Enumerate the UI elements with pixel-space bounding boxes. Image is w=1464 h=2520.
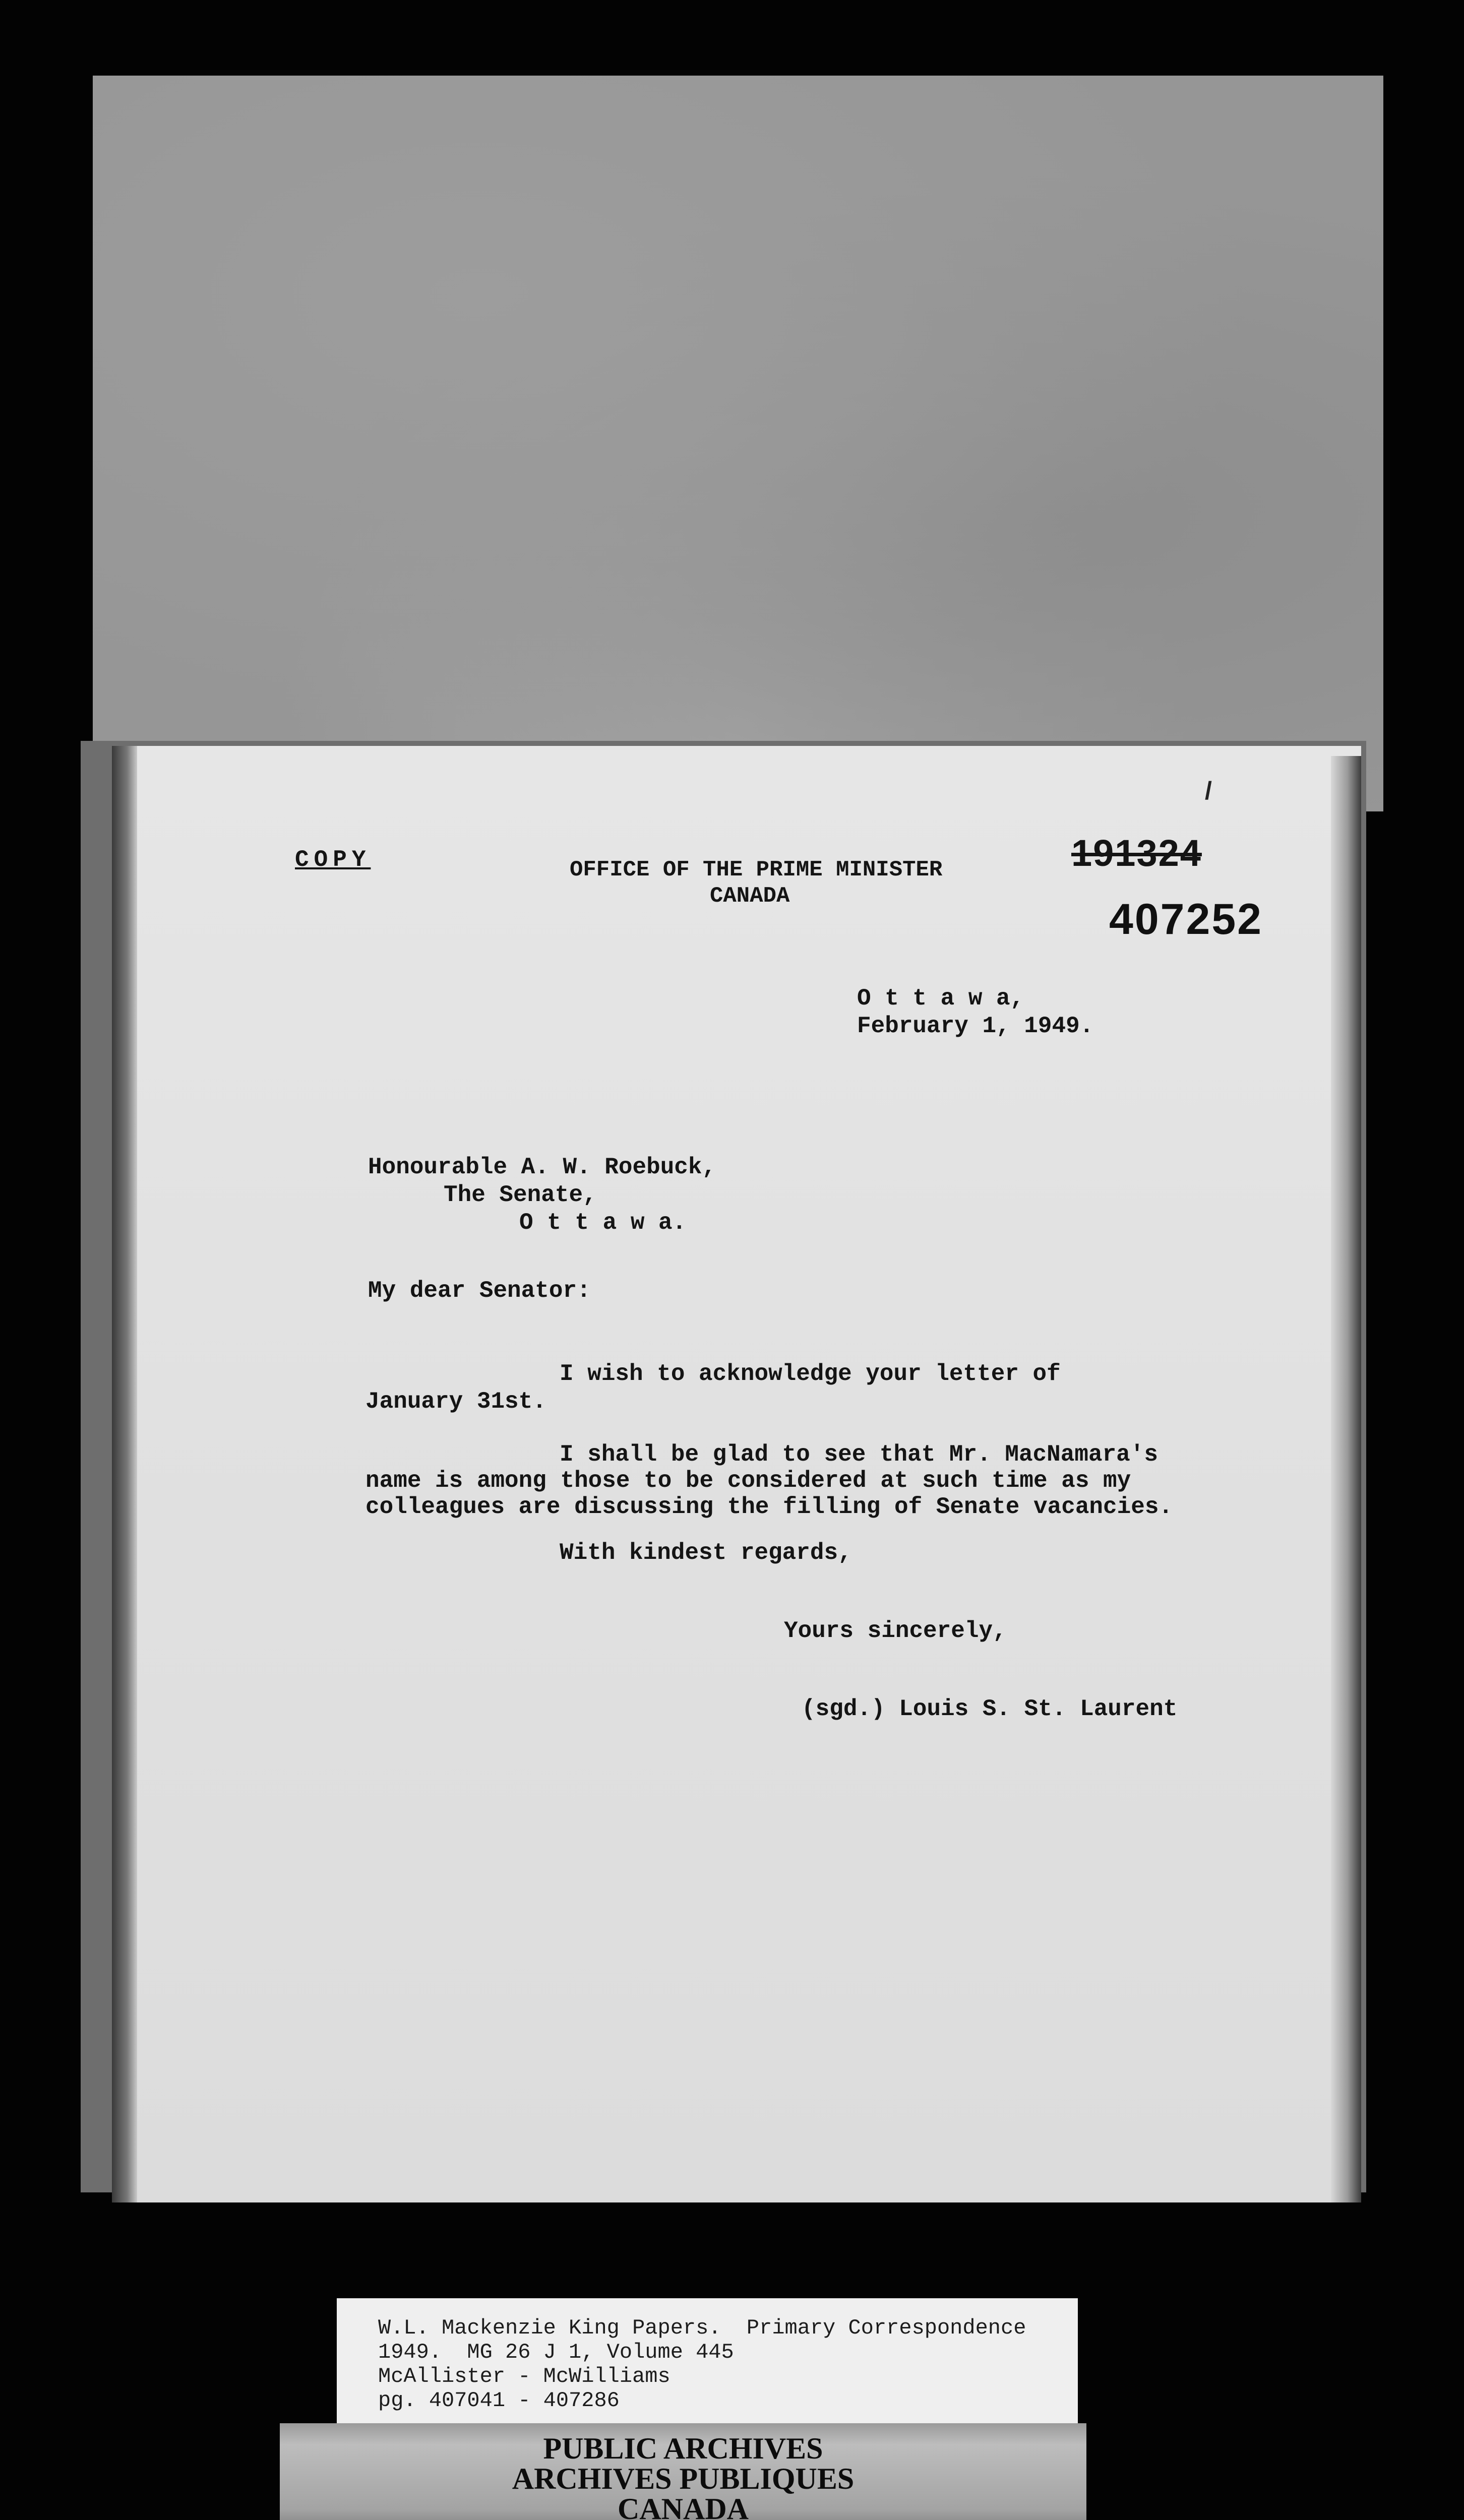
addressee-city: O t t a w a. [519, 1210, 687, 1236]
paragraph2-line: colleagues are discussing the filling of Senate vacancies. [365, 1494, 1173, 1520]
archive-label-line: McAllister - McWilliams [378, 2364, 670, 2388]
addressee-institution: The Senate, [444, 1182, 597, 1208]
old-document-number: 191324 [1071, 832, 1202, 874]
letterhead-office: OFFICE OF THE PRIME MINISTER [570, 857, 943, 883]
addressee-name: Honourable A. W. Roebuck, [368, 1154, 716, 1180]
closing-line: With kindest regards, [560, 1540, 852, 1566]
sheet-right-edge [1331, 756, 1361, 2202]
paragraph2-line: I shall be glad to see that Mr. MacNamara's [560, 1441, 1158, 1468]
archive-label-line: pg. 407041 - 407286 [378, 2388, 620, 2413]
paragraph1-line: I wish to acknowledge your letter of [560, 1361, 1061, 1387]
paragraph1-line: January 31st. [365, 1389, 546, 1415]
copy-label: COPY [295, 847, 371, 873]
archive-label-line: 1949. MG 26 J 1, Volume 445 [378, 2340, 734, 2364]
paragraph2-line: name is among those to be considered at such time as my [365, 1468, 1131, 1494]
pencil-tick-mark: / [1205, 777, 1212, 805]
stamp-line: CANADA [618, 2492, 749, 2520]
stamp-line: PUBLIC ARCHIVES [543, 2432, 823, 2465]
place-city: O t t a w a, [857, 985, 1024, 1012]
salutation: My dear Senator: [368, 1278, 591, 1304]
sheet-left-edge [112, 746, 137, 2202]
stamp-line: ARCHIVES PUBLIQUES [512, 2462, 855, 2495]
letterhead-country: CANADA [710, 884, 790, 909]
document-number: 407252 [1109, 895, 1263, 943]
archive-label-line: W.L. Mackenzie King Papers. Primary Correspondence [378, 2316, 1026, 2340]
letter-date: February 1, 1949. [857, 1013, 1094, 1039]
grey-backing-sheet [93, 76, 1383, 811]
signature: (sgd.) Louis S. St. Laurent [802, 1696, 1178, 1722]
valediction: Yours sincerely, [784, 1618, 1007, 1644]
